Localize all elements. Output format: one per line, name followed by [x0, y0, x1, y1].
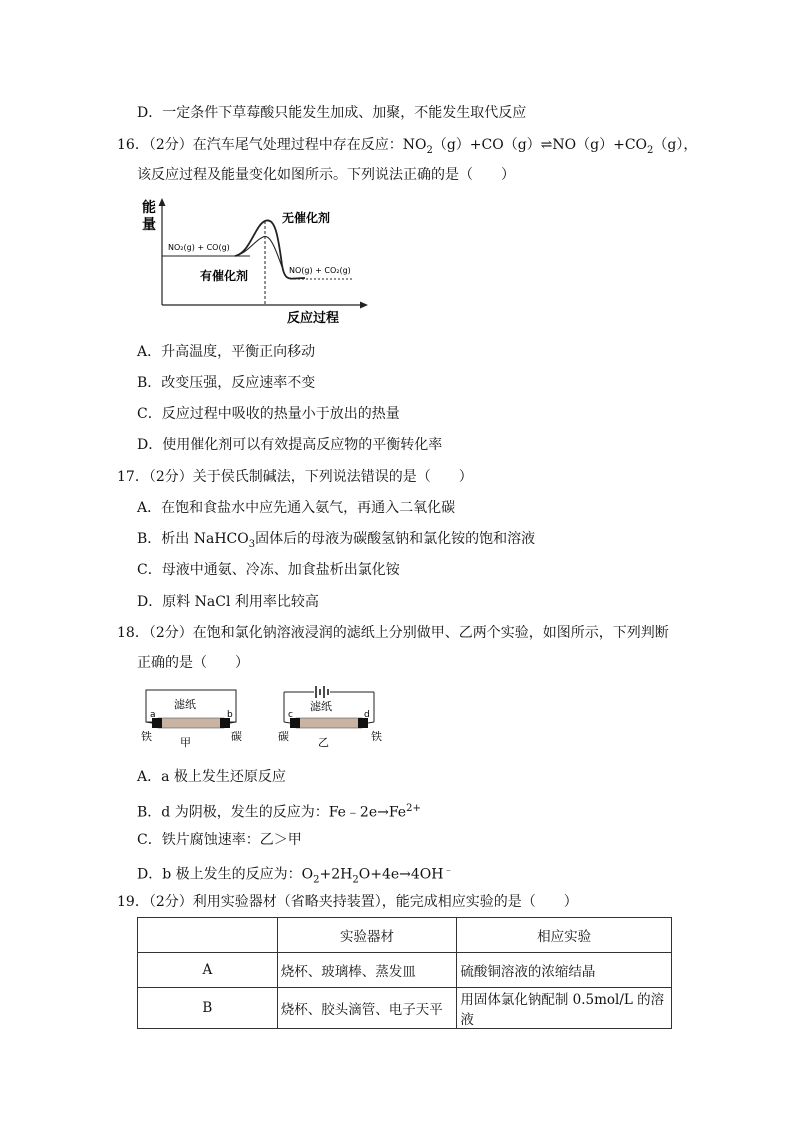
reactants-label: NO₂(g) + CO(g): [168, 243, 230, 252]
q16-option-c: C．反应过程中吸收的热量小于放出的热量: [137, 406, 400, 422]
q17-option-d: D．原料 NaCl 利用率比较高: [137, 594, 319, 610]
with-catalyst-label: 有催化剂: [200, 269, 249, 283]
q16-stem-b: （g）+CO（g）⇌NO（g）+CO: [432, 137, 648, 153]
q16-sub: 2: [647, 144, 654, 156]
q17-stem: 17．（2分）关于侯氏制碱法，下列说法错误的是（ ）: [117, 469, 473, 485]
carbon-label: 碳: [231, 730, 242, 743]
q16-stem-a: 16．（2分）在汽车尾气处理过程中存在反应：NO: [117, 137, 427, 153]
iron-label: 铁: [141, 730, 152, 743]
products-label: NO(g) + CO₂(g): [289, 266, 351, 275]
no-catalyst-label: 无催化剂: [282, 211, 331, 225]
table-row: [138, 953, 672, 988]
q18-option-d: [137, 861, 453, 890]
jia-label: 甲: [180, 736, 191, 749]
q17-option-b-sub: 3: [248, 538, 256, 550]
table-cell: B: [138, 988, 278, 1029]
filter-paper: [158, 718, 224, 728]
q17-option-b: [137, 529, 535, 555]
label-c: c: [288, 710, 293, 720]
q18-figure-yi: [276, 684, 386, 750]
table-header-row: [138, 918, 672, 953]
q16-option-a: A．升高温度，平衡正向移动: [137, 344, 316, 360]
y-label-2: 量: [142, 217, 156, 233]
iron-label: 铁: [371, 730, 382, 743]
y-label-1: 能: [142, 200, 156, 216]
q17-option-c: C．母液中通氨、冷冻、加食盐析出氯化铵: [137, 562, 400, 578]
table-row: [138, 988, 672, 1029]
paper-label: 滤纸: [174, 698, 196, 711]
table-header-cell: 实验器材: [277, 918, 457, 953]
q18-option-d-mid: +2H: [319, 866, 353, 883]
yi-label: 乙: [318, 736, 329, 749]
q18-stem-line1: 18．（2分）在饱和氯化钠溶液浸润的滤纸上分别做甲、乙两个实验，如图所示，下列判断: [117, 625, 669, 641]
x-axis-arrow: [360, 302, 368, 309]
q18-option-d-post: O+4e→4OH: [358, 866, 444, 883]
table-cell: A: [138, 953, 278, 988]
carbon-label: 碳: [278, 730, 289, 743]
filter-paper: [296, 718, 362, 728]
paper-label: 滤纸: [310, 700, 332, 713]
table-cell: 硫酸铜溶液的浓缩结晶: [457, 953, 672, 988]
q18-stem-line2: 正确的是（ ）: [137, 655, 249, 671]
q18-option-a: A．a 极上发生还原反应: [137, 769, 286, 785]
q16-stem-c: （g），: [653, 137, 698, 153]
q17-option-a: A．在饱和食盐水中应先通入氨气，再通入二氧化碳: [137, 500, 456, 516]
q18-option-b-sup: 2+: [406, 803, 421, 814]
q19-table: [137, 917, 672, 1029]
table-header-cell: 相应实验: [457, 918, 672, 953]
q16-stem-line2: 该反应过程及能量变化如图所示。下列说法正确的是（ ）: [137, 167, 515, 183]
table-header-cell: [138, 918, 278, 953]
q18-option-d-sub2: 2: [352, 874, 359, 886]
q16-option-d: D．使用催化剂可以有效提高反应物的平衡转化率: [137, 437, 443, 453]
q16-option-b: B．改变压强，反应速率不变: [137, 375, 316, 391]
q17-option-b-pre: B．析出 NaHCO: [137, 531, 249, 547]
q17-option-b-post: 固体后的母液为碳酸氢钠和氯化铵的饱和溶液: [255, 531, 536, 547]
q18-option-c: C．铁片腐蚀速率：乙＞甲: [137, 832, 302, 848]
q18-option-d-pre: D．b 极上发生的反应为：O: [137, 866, 314, 883]
y-axis-arrow: [159, 198, 166, 206]
table-cell: 用固体氯化钠配制 0.5mol/L 的溶液: [457, 988, 672, 1029]
q18-option-d-sup: ﹣: [443, 865, 454, 876]
q18-option-b: [137, 799, 421, 823]
label-a: a: [150, 710, 156, 720]
label-b: b: [227, 710, 233, 720]
q16-stem: [117, 135, 697, 161]
table-cell: 烧杯、胶头滴管、电子天平: [277, 988, 457, 1029]
label-d: d: [364, 710, 370, 720]
x-label: 反应过程: [287, 311, 340, 326]
table-cell: 烧杯、玻璃棒、蒸发皿: [277, 953, 457, 988]
q18-option-d-sub1: 2: [313, 874, 320, 886]
q18-option-b-pre: B．d 为阴极，发生的反应为：Fe﹣2e→Fe: [137, 804, 407, 821]
q19-stem: 19．（2分）利用实验器材（省略夹持装置），能完成相应实验的是（ ）: [117, 894, 578, 910]
q15-option-d: D．一定条件下草莓酸只能发生加成、加聚，不能发生取代反应: [137, 105, 527, 121]
q18-figure-jia: [138, 688, 248, 750]
q16-energy-diagram: [140, 195, 370, 330]
q16-sub: 2: [426, 144, 433, 156]
